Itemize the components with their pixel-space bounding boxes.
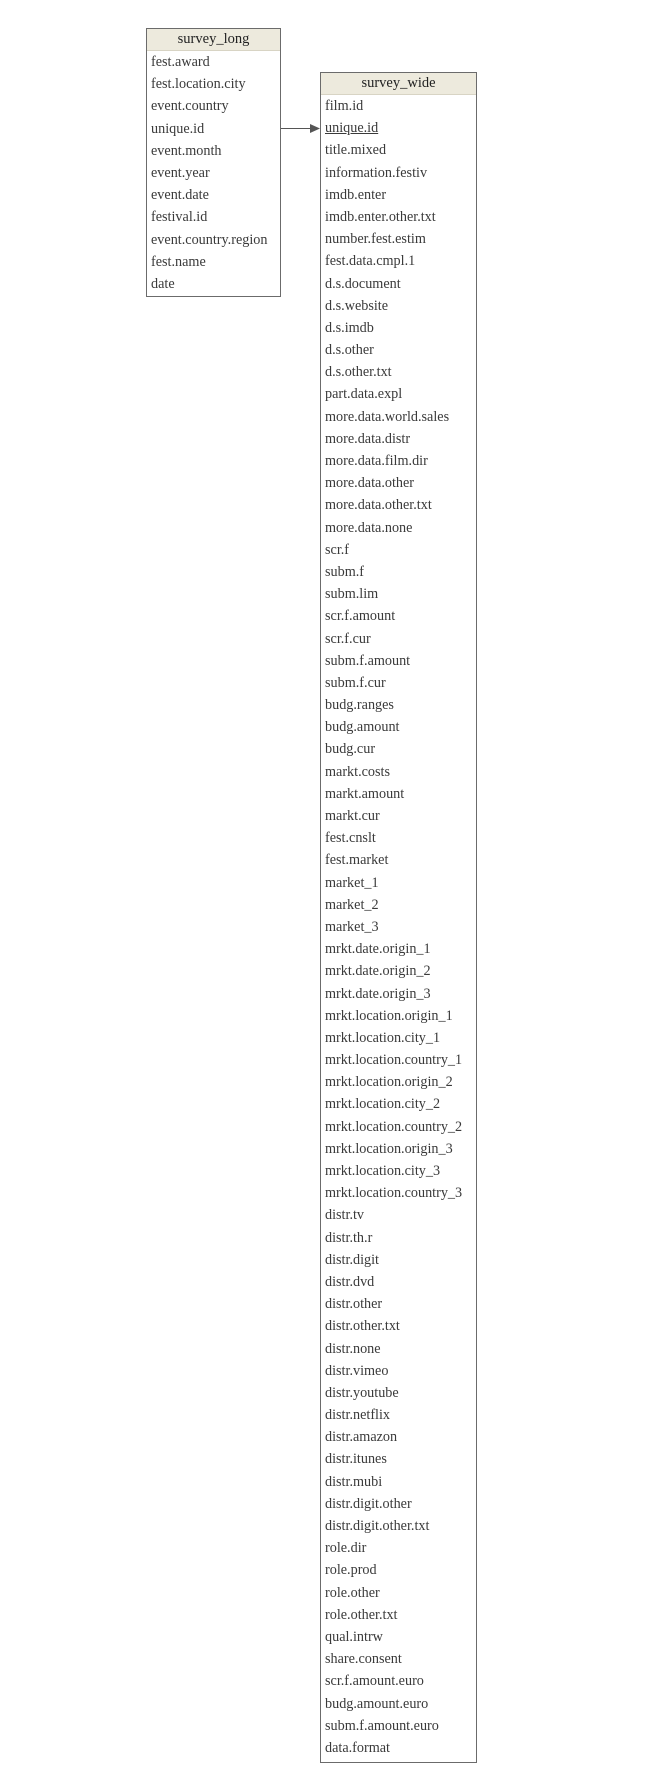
table-field: budg.cur	[325, 741, 376, 758]
table-field: more.data.other.txt	[325, 497, 432, 514]
table-field: subm.f.amount	[325, 652, 411, 669]
table-field: more.data.world.sales	[325, 408, 450, 425]
table-field: subm.lim	[325, 586, 379, 603]
table-field: markt.amount	[325, 785, 405, 802]
table-field: mrkt.location.country_2	[325, 1118, 463, 1135]
table-field: role.dir	[325, 1540, 367, 1557]
table-field: d.s.other	[325, 342, 374, 359]
table-field: markt.cur	[325, 808, 380, 824]
table-field: more.data.other	[325, 475, 415, 492]
table-title: survey_wide	[321, 73, 476, 95]
table-field: distr.mubi	[325, 1473, 383, 1490]
table-field: d.s.other.txt	[325, 364, 392, 381]
table-field: d.s.document	[325, 275, 401, 292]
table-field: distr.th.r	[325, 1229, 373, 1246]
table-field: budg.amount.euro	[325, 1695, 429, 1712]
table-field: scr.f.cur	[325, 630, 371, 647]
table-field: distr.tv	[325, 1207, 365, 1224]
table-field: market_1	[325, 874, 379, 891]
table-field: date	[151, 275, 175, 292]
table-field: subm.f.cur	[325, 674, 386, 691]
table-field: number.fest.estim	[325, 231, 426, 248]
table-field: market_2	[325, 896, 379, 913]
table-field: part.data.expl	[325, 386, 403, 403]
table-field: d.s.website	[325, 297, 389, 314]
table-field: distr.youtube	[325, 1384, 399, 1401]
table-field: role.other.txt	[325, 1606, 398, 1623]
table-field: mrkt.location.origin_3	[325, 1140, 453, 1157]
table-field: market_3	[325, 918, 379, 935]
table-field: mrkt.location.city_2	[325, 1096, 441, 1113]
table-field: mrkt.date.origin_1	[325, 941, 431, 958]
table-field: qual.intrw	[325, 1628, 383, 1645]
table-field: event.year	[151, 164, 210, 181]
table-field: more.data.film.dir	[325, 453, 428, 469]
table-field: subm.f	[325, 563, 365, 580]
relation-arrowhead	[310, 124, 320, 133]
table-field: data.format	[325, 1739, 390, 1756]
table-field: share.consent	[325, 1651, 402, 1668]
table-field: film.id	[325, 98, 364, 114]
table-field: imdb.enter	[325, 186, 387, 203]
table-field: mrkt.location.country_1	[325, 1052, 463, 1069]
table-field: budg.ranges	[325, 697, 394, 714]
table-field: imdb.enter.other.txt	[325, 208, 436, 225]
table-field: festival.id	[151, 209, 208, 226]
table-field: fest.award	[151, 54, 210, 70]
table-field: fest.market	[325, 852, 389, 869]
table-field: distr.digit.other.txt	[325, 1518, 430, 1534]
table-field: role.other	[325, 1584, 380, 1601]
table-field: distr.digit.other	[325, 1495, 412, 1512]
table-field: mrkt.location.origin_1	[325, 1007, 453, 1024]
table-field: information.festiv	[325, 164, 428, 181]
table-field: distr.other.txt	[325, 1318, 400, 1335]
table-field: mrkt.location.country_3	[325, 1185, 463, 1202]
table-field: distr.dvd	[325, 1273, 375, 1290]
table-field: distr.none	[325, 1340, 381, 1357]
table-field: mrkt.date.origin_2	[325, 963, 431, 980]
table-field: scr.f.amount	[325, 608, 396, 625]
table-field: d.s.imdb	[325, 319, 374, 336]
table-field: subm.f.amount.euro	[325, 1717, 439, 1734]
table-field: event.date	[151, 187, 209, 204]
table-field: fest.name	[151, 253, 206, 270]
table-field: mrkt.date.origin_3	[325, 985, 431, 1002]
table-field: mrkt.location.city_3	[325, 1163, 441, 1179]
table-field: markt.costs	[325, 763, 391, 780]
table-field: distr.amazon	[325, 1429, 398, 1446]
table-field: role.prod	[325, 1562, 377, 1579]
table-field: mrkt.location.origin_2	[325, 1074, 453, 1091]
table-field-key: unique.id	[325, 120, 379, 137]
table-field: distr.netflix	[325, 1407, 391, 1424]
table-title: survey_long	[147, 29, 280, 51]
table-field: mrkt.location.city_1	[325, 1029, 441, 1046]
table-field: distr.vimeo	[325, 1362, 389, 1379]
table-field: more.data.none	[325, 519, 413, 536]
table-field: distr.itunes	[325, 1451, 387, 1468]
table-field: unique.id	[151, 120, 205, 137]
table-field: more.data.distr	[325, 430, 411, 447]
table-field: event.country	[151, 98, 229, 115]
table-field: scr.f.amount.euro	[325, 1673, 424, 1690]
table-field: event.country.region	[151, 231, 268, 248]
table-field: budg.amount	[325, 719, 400, 736]
table-field: distr.digit	[325, 1251, 379, 1268]
table-field: title.mixed	[325, 142, 387, 159]
table-field: fest.data.cmpl.1	[325, 253, 416, 270]
table-field: event.month	[151, 142, 222, 159]
table-field: fest.cnslt	[325, 830, 376, 847]
table-field: scr.f	[325, 541, 350, 558]
table-field: fest.location.city	[151, 76, 246, 93]
table-field: distr.other	[325, 1296, 383, 1313]
